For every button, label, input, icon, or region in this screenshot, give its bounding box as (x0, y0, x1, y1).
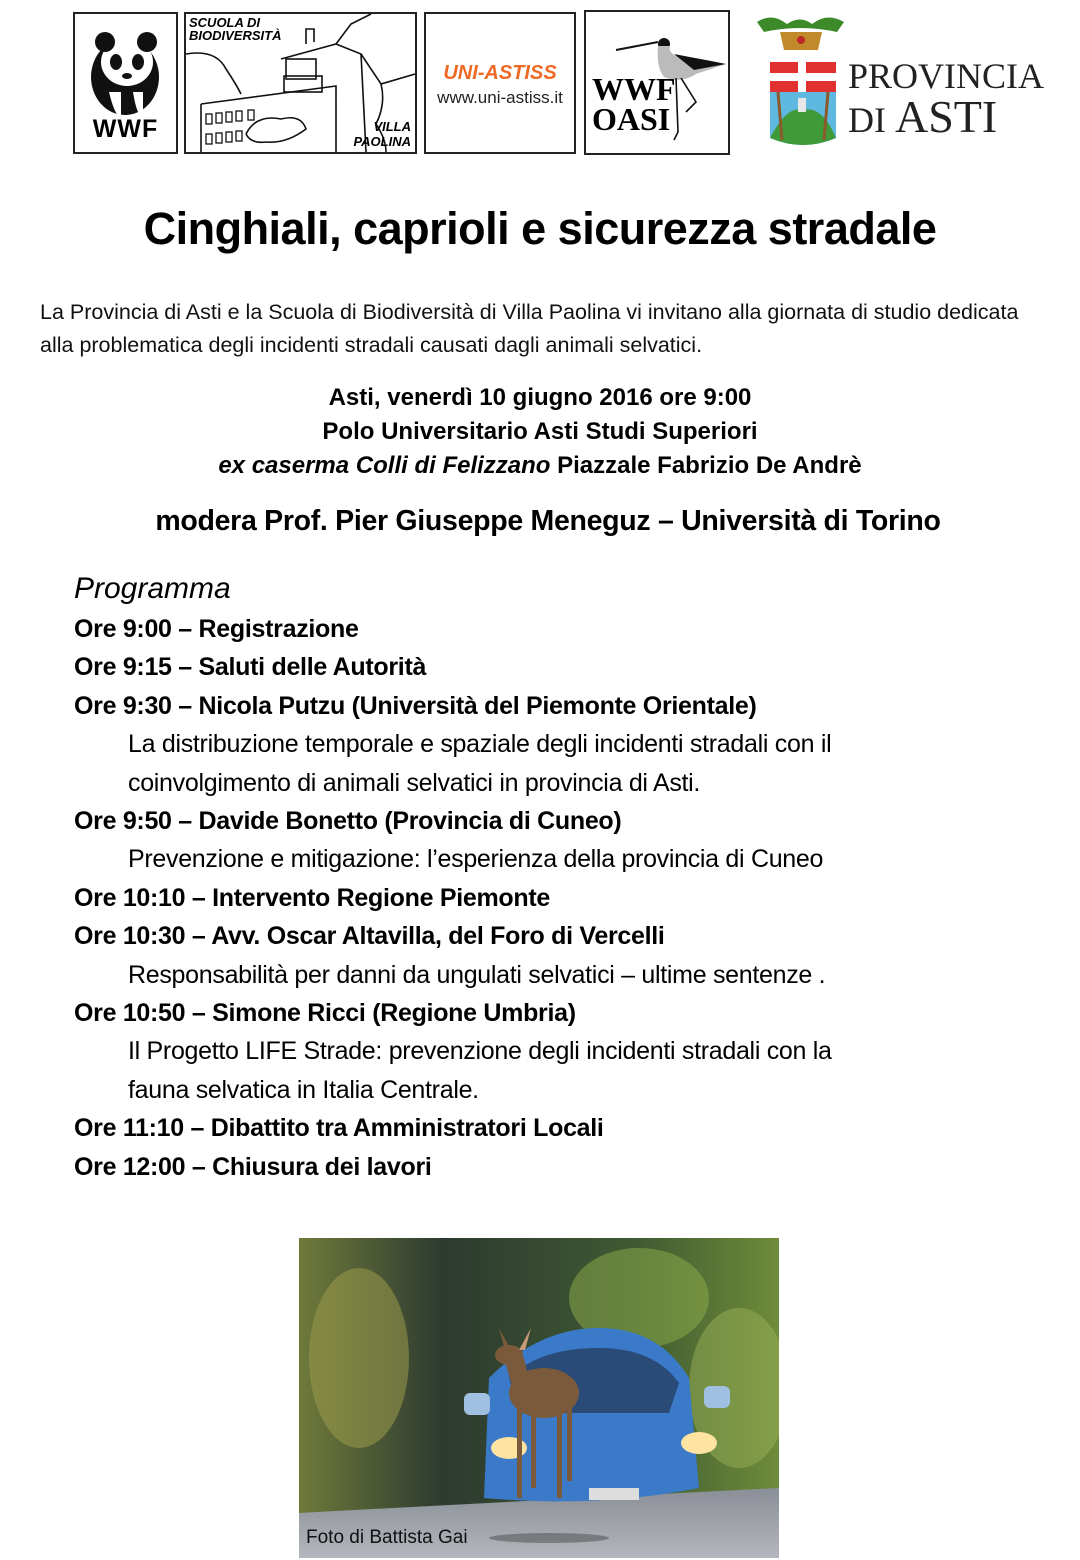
program-item-description: La distribuzione temporale e spaziale degli incidenti stradali con il (128, 730, 832, 759)
program-item: Ore 12:00 – Chiusura dei lavori (74, 1152, 432, 1181)
event-date: Asti, venerdì 10 giugno 2016 ore 9:00 (328, 384, 752, 411)
scuola-biodiversita-logo (184, 12, 417, 154)
uni-astiss-url[interactable]: www.uni-astiss.it (437, 88, 563, 107)
page-title: Cinghiali, caprioli e sicurezza stradale (143, 203, 937, 254)
provincia-asti: ASTI (894, 91, 998, 142)
event-address (0, 449, 1080, 483)
provincia-line-2 (848, 91, 998, 143)
coat-of-arms-icon (752, 10, 848, 150)
provincia-di: DI (848, 100, 886, 140)
program-item: Ore 9:15 – Saluti delle Autorità (74, 653, 427, 682)
scuola-line-2: BIODIVERSITÀ (189, 28, 282, 43)
program-section (74, 568, 1034, 1186)
program-item-description: coinvolgimento di animali selvatici in provincia di Asti. (128, 768, 701, 797)
event-address-italic: ex caserma Colli di Felizzano (218, 452, 551, 479)
program-item-description: fauna selvatica in Italia Centrale. (128, 1075, 479, 1104)
uni-astiss-logo (424, 12, 576, 154)
program-item-description: Prevenzione e mitigazione: l’esperienza della provincia di Cuneo (128, 845, 824, 874)
provincia-line-1: PROVINCIA (848, 56, 1045, 96)
program-item: Ore 9:30 – Nicola Putzu (Università del Piemonte Orientale) (74, 691, 757, 720)
program-item: Ore 10:30 – Avv. Oscar Altavilla, del Foro di Vercelli (74, 922, 665, 951)
oasi-line-1: WWF (592, 71, 676, 107)
scuola-line-3: VILLA (373, 119, 411, 134)
photo-credit: Foto di Battista Gai (306, 1527, 468, 1548)
program-item: Ore 9:00 – Registrazione (74, 615, 359, 643)
event-venue: Polo Universitario Asti Studi Superiori (322, 418, 758, 445)
fawn-and-car-image (299, 1238, 779, 1558)
oasi-line-2: OASI (592, 101, 671, 137)
program-item: Ore 10:50 – Simone Ricci (Regione Umbria) (74, 999, 576, 1028)
scuola-logo-subtitle (353, 119, 411, 149)
program-item-description: Il Progetto LIFE Strade: prevenzione degli incidenti stradali con la (128, 1037, 832, 1066)
program-item-description: Responsabilità per danni da ungulati selvatici – ultime sentenze . (128, 960, 826, 989)
scuola-line-1: SCUOLA DI (189, 15, 261, 30)
program-item: Ore 9:50 – Davide Bonetto (Provincia di Cuneo) (74, 807, 622, 836)
wwf-logo-text: WWF (92, 115, 159, 143)
fawn-road-photo (299, 1238, 779, 1558)
provincia-asti-logo (752, 10, 1045, 155)
panda-icon (75, 22, 176, 122)
uni-astiss-name: UNI-ASTISS (443, 62, 557, 84)
wwf-oasi-logo (584, 10, 730, 155)
scuola-line-4: PAOLINA (353, 134, 411, 149)
intro-paragraph: La Provincia di Asti e la Scuola di Biodiversità di Villa Paolina vi invitano alla giornata di studio dedicata alla problematica degli incidenti stradali causati dagli animali selvatici. (40, 300, 1019, 357)
program-heading: Programma (74, 572, 231, 605)
scuola-logo-title (189, 16, 281, 42)
event-address-rest: Piazzale Fabrizio De Andrè (550, 452, 862, 479)
wwf-logo (73, 12, 178, 154)
program-item: Ore 10:10 – Intervento Regione Piemonte (74, 883, 550, 912)
wwf-oasi-text (592, 71, 676, 137)
program-item: Ore 11:10 – Dibattito tra Amministratori Locali (74, 1114, 604, 1143)
moderator-line: modera Prof. Pier Giuseppe Meneguz – Università di Torino (155, 505, 941, 537)
